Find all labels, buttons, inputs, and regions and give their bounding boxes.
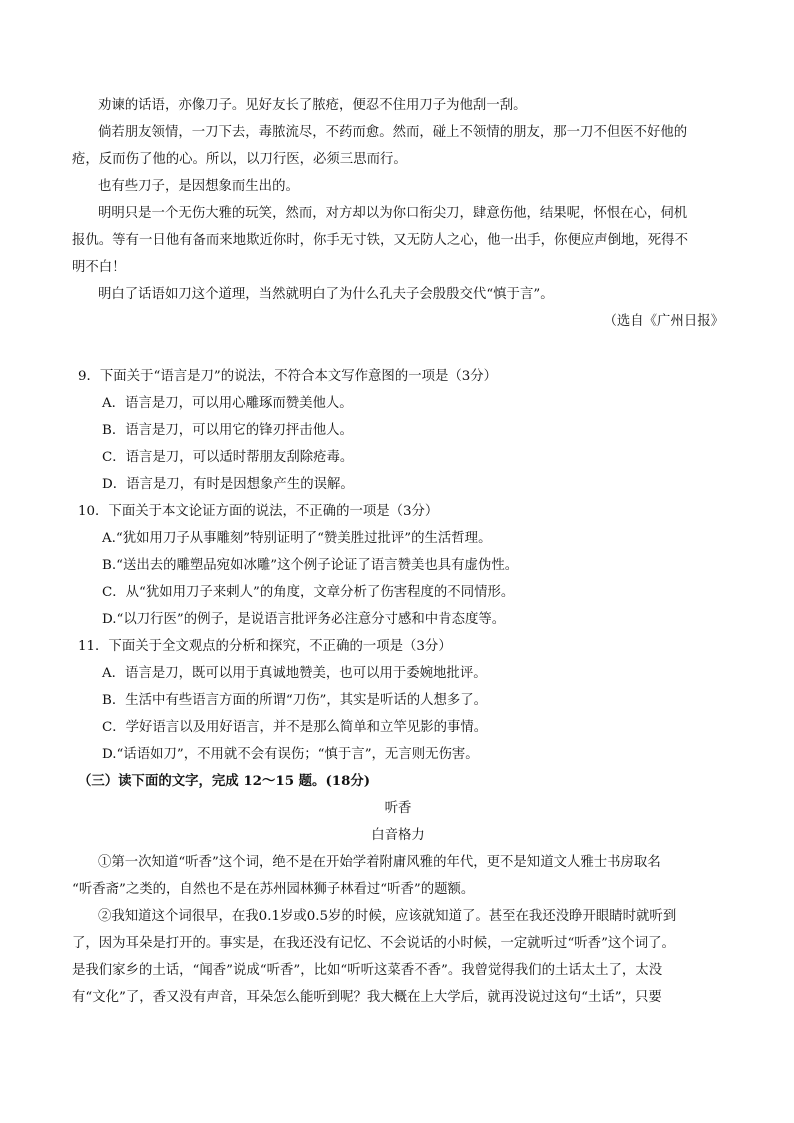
question-option: A.“犹如用刀子从事雕刻”特别证明了“赞美胜过批评”的生活哲理。 — [102, 531, 492, 546]
question-option: A．语言是刀，既可以用于真诚地赞美，也可以用于委婉地批评。 — [102, 666, 487, 681]
passage-paragraph: 倘若朋友领情，一刀下去，毒脓流尽，不药而愈。然而，碰上不领情的朋友，那一刀不但医不好他的 — [98, 125, 688, 140]
question-option: C．学好语言以及用好语言，并不是那么简单和立竿见影的事情。 — [102, 720, 488, 735]
article-title: 听香 — [384, 801, 412, 816]
passage-source: （选自《广州日报》 — [603, 314, 724, 329]
question-option: D．语言是刀，有时是因想象产生的误解。 — [102, 477, 354, 492]
passage-paragraph: 明不白！ — [72, 260, 126, 275]
question-option: D.“话语如刀”，不用就不会有误伤；“慎于言”，无言则无伤害。 — [102, 747, 479, 762]
article-paragraph: ②我知道这个词很早，在我0.1岁或0.5岁的时候，应该就知道了。甚至在我还没睁开眼睛时就听到 — [98, 909, 677, 924]
article-paragraph: 有“文化”了，香又没有声音，耳朵怎么能听到呢？我大概在上大学后，就再没说过这句“土话”，只要 — [72, 990, 662, 1005]
question-option: D.“以刀行医”的例子，是说语言批评务必注意分寸感和中肯态度等。 — [102, 612, 506, 627]
passage-paragraph: 明白了话语如刀这个道理，当然就明白了为什么孔夫子会殷殷交代“慎于言”。 — [98, 287, 554, 302]
article-paragraph: 了，因为耳朵是打开的。事实是，在我还没有记忆、不会说话的小时候，一定就听过“听香”这个词了。 — [72, 936, 675, 951]
question-stem: 11．下面关于全文观点的分析和探究，不正确的一项是（3分） — [78, 639, 452, 654]
question-stem: 9．下面关于“语言是刀”的说法，不符合本文写作意图的一项是（3分） — [78, 369, 498, 384]
question-stem: 10．下面关于本文论证方面的说法，不正确的一项是（3分） — [78, 504, 439, 519]
passage-paragraph: 劝谏的话语，亦像刀子。见好友长了脓疮，便忍不住用刀子为他刮一刮。 — [98, 98, 527, 113]
question-option: C．从“犹如用刀子来剌人”的角度，文章分析了伤害程度的不同情形。 — [102, 585, 515, 600]
question-option: B．语言是刀，可以用它的锋刃抨击他人。 — [102, 423, 353, 438]
passage-paragraph: 报仇。等有一日他有备而来地欺近你时，你手无寸铁，又无防人之心，他一出手，你便应声倒地，死得不 — [72, 233, 688, 248]
question-option: B.“送出去的雕塑品宛如冰雕”这个例子论证了语言赞美也具有虚伪性。 — [102, 558, 519, 573]
article-paragraph: 是我们家乡的土话，“闻香”说成“听香”，比如“听听这菜香不香”。我曾觉得我们的土话太土了，太没 — [72, 963, 663, 978]
article-paragraph: ①第一次知道“听香”这个词，绝不是在开始学着附庸风雅的年代，更不是知道文人雅士书房取名 — [98, 855, 661, 870]
question-option: C．语言是刀，可以适时帮朋友刮除疮毒。 — [102, 450, 354, 465]
passage-paragraph: 明明只是一个无伤大雅的玩笑，然而，对方却以为你口衔尖刀，肆意伤他，结果呢，怀恨在心，伺机 — [98, 206, 688, 221]
question-option: B．生活中有些语言方面的所谓“刀伤”，其实是听话的人想多了。 — [102, 693, 488, 708]
passage-paragraph: 也有些刀子，是因想象而生出的。 — [98, 179, 299, 194]
passage-paragraph: 疮，反而伤了他的心。所以，以刀行医，必须三思而行。 — [72, 152, 407, 167]
article-author: 白音格力 — [371, 828, 425, 843]
document-page — [72, 92, 724, 1011]
section-heading: （三）读下面的文字，完成 12～15 题。(18分) — [78, 773, 371, 789]
article-paragraph: “听香斋”之类的，自然也不是在苏州园林狮子林看过“听香”的题额。 — [72, 882, 475, 897]
question-option: A．语言是刀，可以用心雕琢而赞美他人。 — [102, 396, 353, 411]
